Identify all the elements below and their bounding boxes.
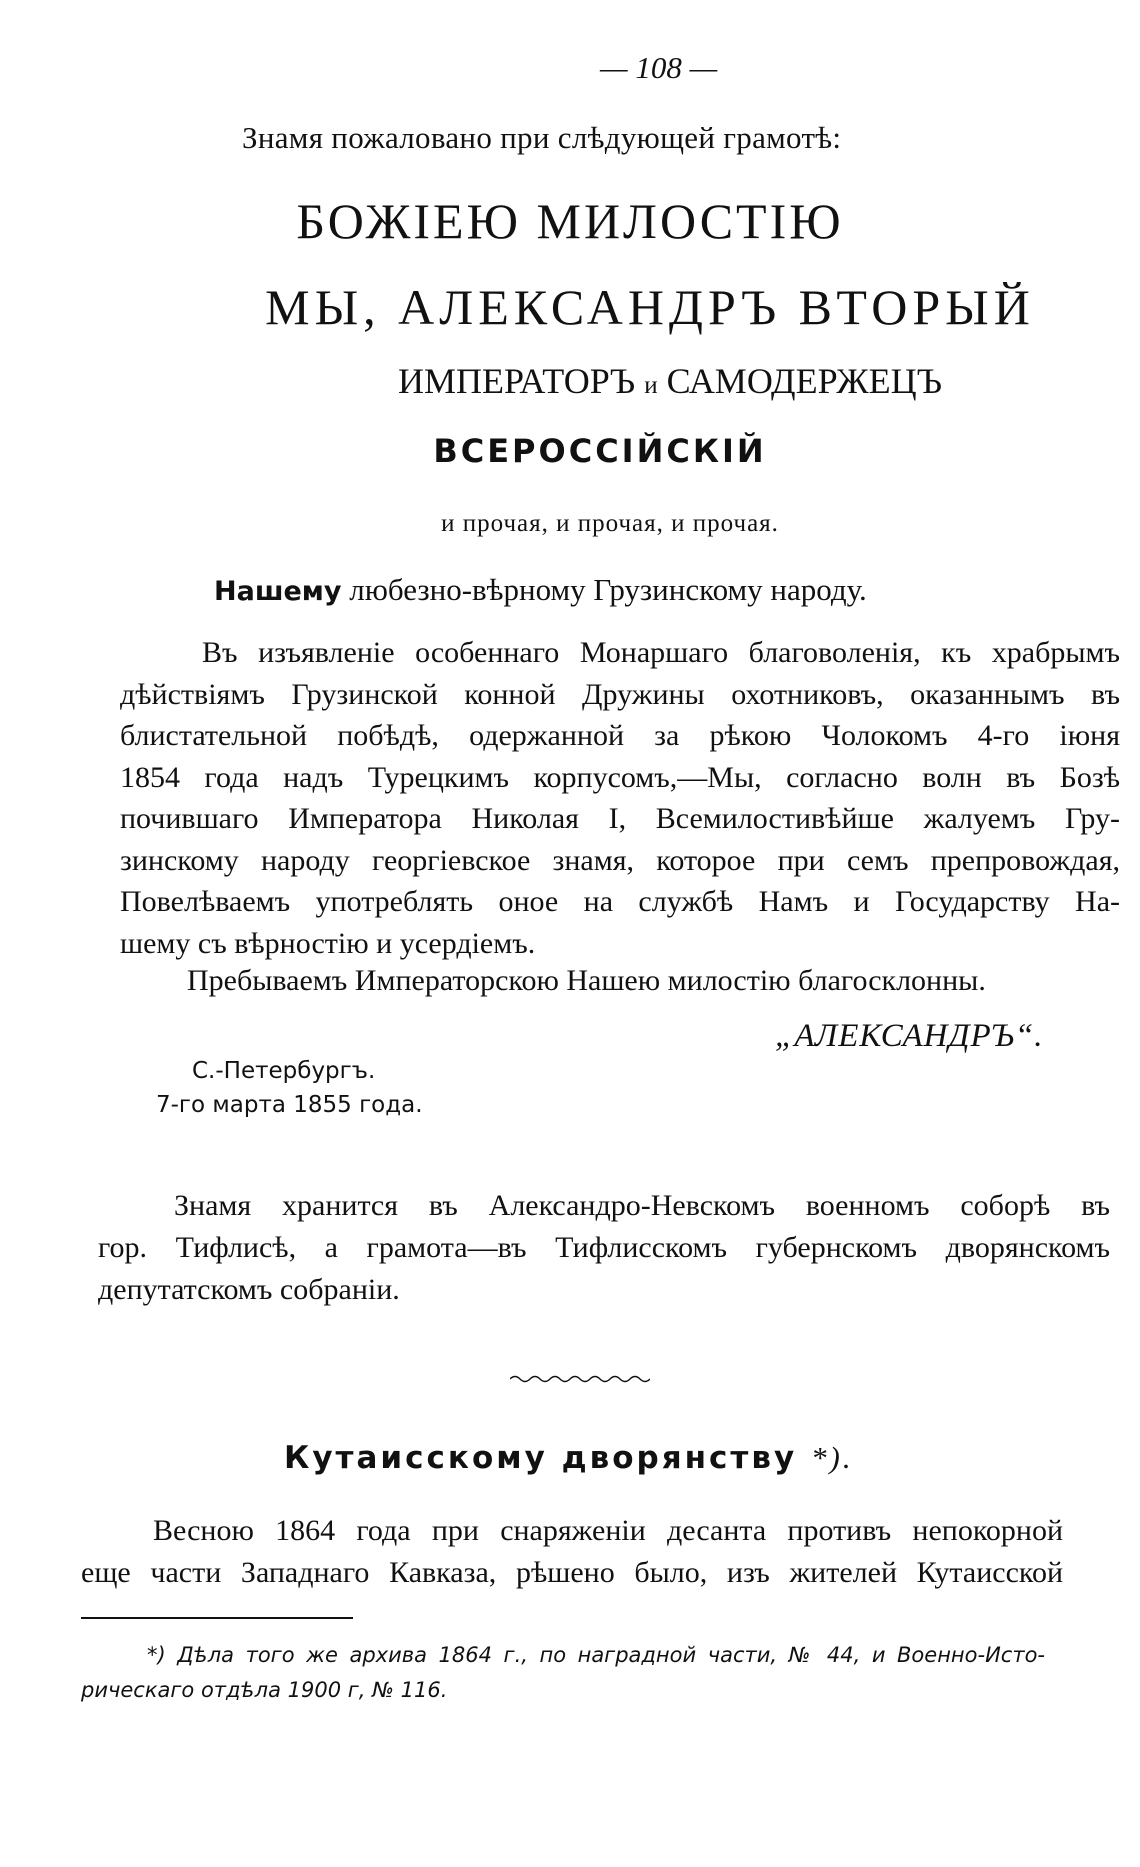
heading-emperor: ИМПЕРАТОРЪ <box>398 361 636 401</box>
footnote-line: рическаго отдѣла 1900 г, № 116. <box>81 1678 448 1702</box>
section-paragraph <box>81 1510 1063 1594</box>
address-line <box>214 572 867 608</box>
wavy-divider <box>510 1372 650 1386</box>
heading-line-2: МЫ, АЛЕКСАНДРЪ ВТОРЫЙ <box>265 279 1035 335</box>
section-title <box>284 1440 854 1476</box>
charter-line: зинскому народу георгіевское знамя, которое при семъ препровождая, <box>120 843 1120 877</box>
heading-etc: и прочая, и прочая, и прочая. <box>441 510 779 537</box>
charter-line: 1854 года надъ Турецкимъ корпусомъ,—Мы, согласно волн въ Бозѣ <box>120 760 1120 794</box>
heading-line-1: БОЖІЕЮ МИЛОСТІЮ <box>296 193 844 249</box>
section-title-text: Кутаисскому дворянству <box>284 1440 798 1476</box>
paragraph-line: Знамя хранится въ Александро-Невскомъ военномъ соборѣ въ <box>174 1189 1110 1222</box>
address-bold: Нашему <box>214 576 342 607</box>
charter-line: дѣйствіямъ Грузинской конной Дружины охотниковъ, оказаннымъ въ <box>120 677 1120 711</box>
paragraph-line: Весною 1864 года при снаряженіи десанта противъ непокорной <box>153 1514 1063 1547</box>
place: С.-Петербургъ. <box>192 1058 376 1084</box>
heading-line-3 <box>100 360 1140 402</box>
footnote-marker: *). <box>811 1440 854 1475</box>
date: 7-го марта 1855 года. <box>156 1092 423 1118</box>
footnote <box>81 1638 1045 1708</box>
address-rest: любезно-вѣрному Грузинскому народу. <box>349 572 867 607</box>
page-number: — 108 — <box>600 50 718 85</box>
paragraph-line: еще части Западнаго Кавказа, рѣшено было, изъ жителей Кутаисской <box>81 1556 1063 1589</box>
closing-line: Пребываемъ Императорскою Нашею милостію благосклонны. <box>187 964 986 997</box>
heading-and: и <box>644 372 658 399</box>
heading-line-4: ВСЕРОССІЙСКІЙ <box>433 432 767 470</box>
banner-kept-paragraph <box>98 1185 1110 1311</box>
charter-line: Въ изъявленіе особеннаго Монаршаго благоволенія, къ храбрымъ <box>202 636 1120 669</box>
charter-body <box>120 632 1120 964</box>
charter-line: шему съ вѣрностію и усердіемъ. <box>120 926 536 960</box>
signature: „АЛЕКСАНДРЪ“. <box>775 1018 1044 1054</box>
paragraph-line: депутатскомъ собраніи. <box>98 1273 400 1306</box>
paragraph-line: гор. Тифлисѣ, а грамота—въ Тифлисскомъ губернскомъ дворянскомъ <box>98 1231 1110 1264</box>
charter-line: почившаго Императора Николая I, Всемилостивѣйше жалуемъ Гру- <box>120 802 1120 835</box>
charter-line: Повелѣваемъ употреблять оное на службѣ Намъ и Государству На- <box>120 885 1120 918</box>
intro-line: Знамя пожаловано при слѣдующей грамотѣ: <box>242 120 842 155</box>
charter-line: блистательной побѣдѣ, одержанной за рѣкою Чолокомъ 4-го іюня <box>120 719 1120 752</box>
footnote-line: *) Дѣла того же архива 1864 г., по наградной части, № 44, и Военно-Исто- <box>147 1643 1045 1667</box>
footnote-rule <box>81 1617 353 1619</box>
heading-autocrat: САМОДЕРЖЕЦЪ <box>666 361 942 401</box>
